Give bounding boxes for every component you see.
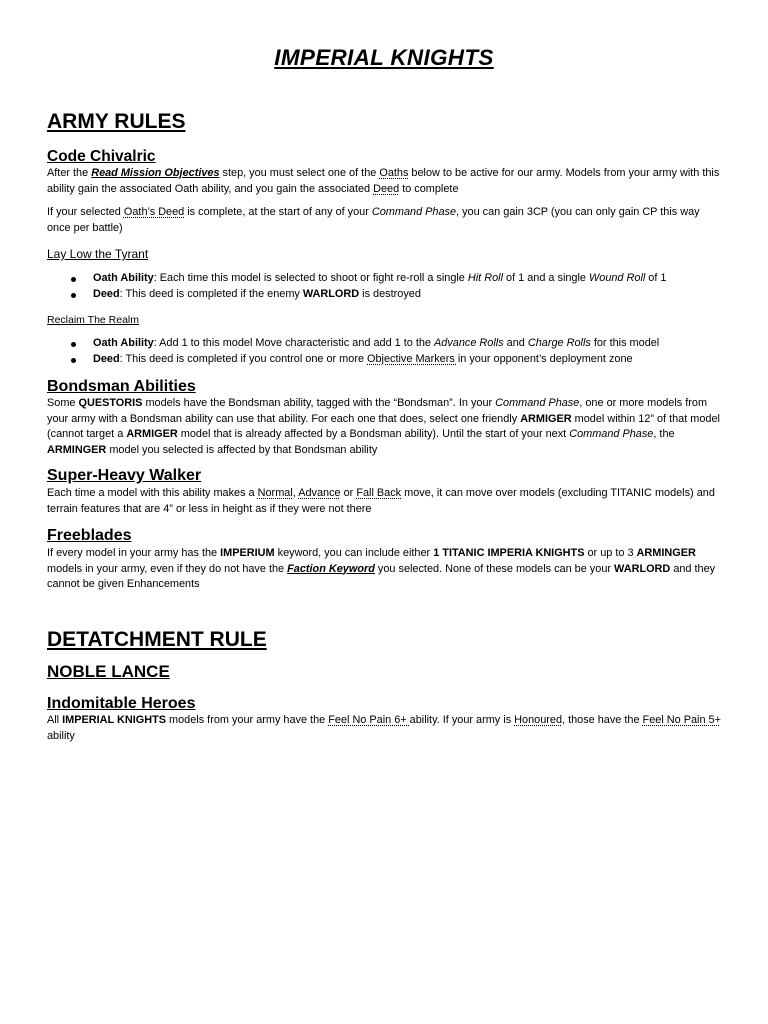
indomitable-heroes-paragraph: All IMPERIAL KNIGHTS models from your army have the Feel No Pain 6+ ability. If your army is Honoured, those have the Feel No Pain 5+ ability xyxy=(47,714,721,742)
super-heavy-walker-heading: Super-Heavy Walker xyxy=(47,467,202,484)
list-item: Oath Ability: Add 1 to this model Move characteristic and add 1 to the Advance Rolls and Charge Rolls for this model xyxy=(47,336,723,352)
list-item: Oath Ability: Each time this model is selected to shoot or fight re-roll a single Hit Roll of 1 and a single Wound Roll of 1 xyxy=(47,271,723,287)
fall-back-term: Fall Back xyxy=(356,487,402,499)
indomitable-heroes-heading: Indomitable Heroes xyxy=(47,695,196,712)
lay-low-the-tyrant-heading: Lay Low the Tyrant xyxy=(47,247,149,261)
deed-term: Deed xyxy=(373,182,400,195)
normal-term: Normal xyxy=(257,487,293,499)
bondsman-abilities-heading: Bondsman Abilities xyxy=(47,378,196,395)
reclaim-the-realm-list xyxy=(47,336,723,367)
objective-markers-term: Objective Markers xyxy=(367,352,458,365)
advance-term: Advance xyxy=(298,487,341,499)
lay-low-the-tyrant-list xyxy=(47,271,723,302)
feel-no-pain-6-term: Feel No Pain 6+ xyxy=(328,714,410,726)
honoured-term: Honoured xyxy=(514,714,563,726)
oaths-deed-term: Oath’s Deed xyxy=(123,206,185,218)
bondsman-abilities-paragraph: Some QUESTORIS models have the Bondsman ability, tagged with the “Bondsman”. In your Command Phase, one or more models from your army with a Bondsman ability can use that ability. For each one that does, select one friendly ARMIGER model within 12” of that model (cannot target a ARMIGER model that is already affected by a Bondsman ability). Until the start of your next Command Phase, the ARMINGER model you selected is affected by that Bondsman ability xyxy=(47,397,720,456)
read-mission-objectives-term: Read Mission Objectives xyxy=(91,167,220,179)
code-chivalric-paragraph-1: After the Read Mission Objectives step, you must select one of the Oaths below to be active for our army. Models from your army with this ability gain the associated Oath ability, and you gain the associated Deed to complete xyxy=(47,167,720,195)
detatchment-rule-heading: DETATCHMENT RULE xyxy=(47,628,267,651)
oaths-term: Oaths xyxy=(379,167,409,179)
army-rules-heading: ARMY RULES xyxy=(47,110,186,133)
list-item: Deed: This deed is completed if the enemy WARLORD is destroyed xyxy=(47,287,723,303)
freeblades-paragraph: If every model in your army has the IMPERIUM keyword, you can include either 1 TITANIC IMPERIA KNIGHTS or up to 3 ARMINGER models in your army, even if they do not have the Faction Keyword you selected. None of these models can be your WARLORD and they cannot be given Enhancements xyxy=(47,547,716,590)
code-chivalric-heading: Code Chivalric xyxy=(47,148,156,165)
noble-lance-heading: NOBLE LANCE xyxy=(47,662,170,681)
document-title: IMPERIAL KNIGHTS xyxy=(274,45,494,70)
faction-keyword-term: Faction Keyword xyxy=(287,562,375,575)
super-heavy-walker-paragraph: Each time a model with this ability makes a Normal, Advance or Fall Back move, it can move over models (excluding TITANIC models) and terrain features that are 4” or less in height as if they were not there xyxy=(47,487,715,515)
code-chivalric-paragraph-2: If your selected Oath’s Deed is complete, at the start of any of your Command Phase, you can gain 3CP (you can only gain CP this way once per battle) xyxy=(47,206,700,234)
reclaim-the-realm-heading: Reclaim The Realm xyxy=(47,314,140,326)
freeblades-heading: Freeblades xyxy=(47,527,132,544)
list-item: Deed: This deed is completed if you control one or more Objective Markers in your opponent’s deployment zone xyxy=(47,352,723,368)
feel-no-pain-5-term: Feel No Pain 5+ xyxy=(642,714,721,726)
